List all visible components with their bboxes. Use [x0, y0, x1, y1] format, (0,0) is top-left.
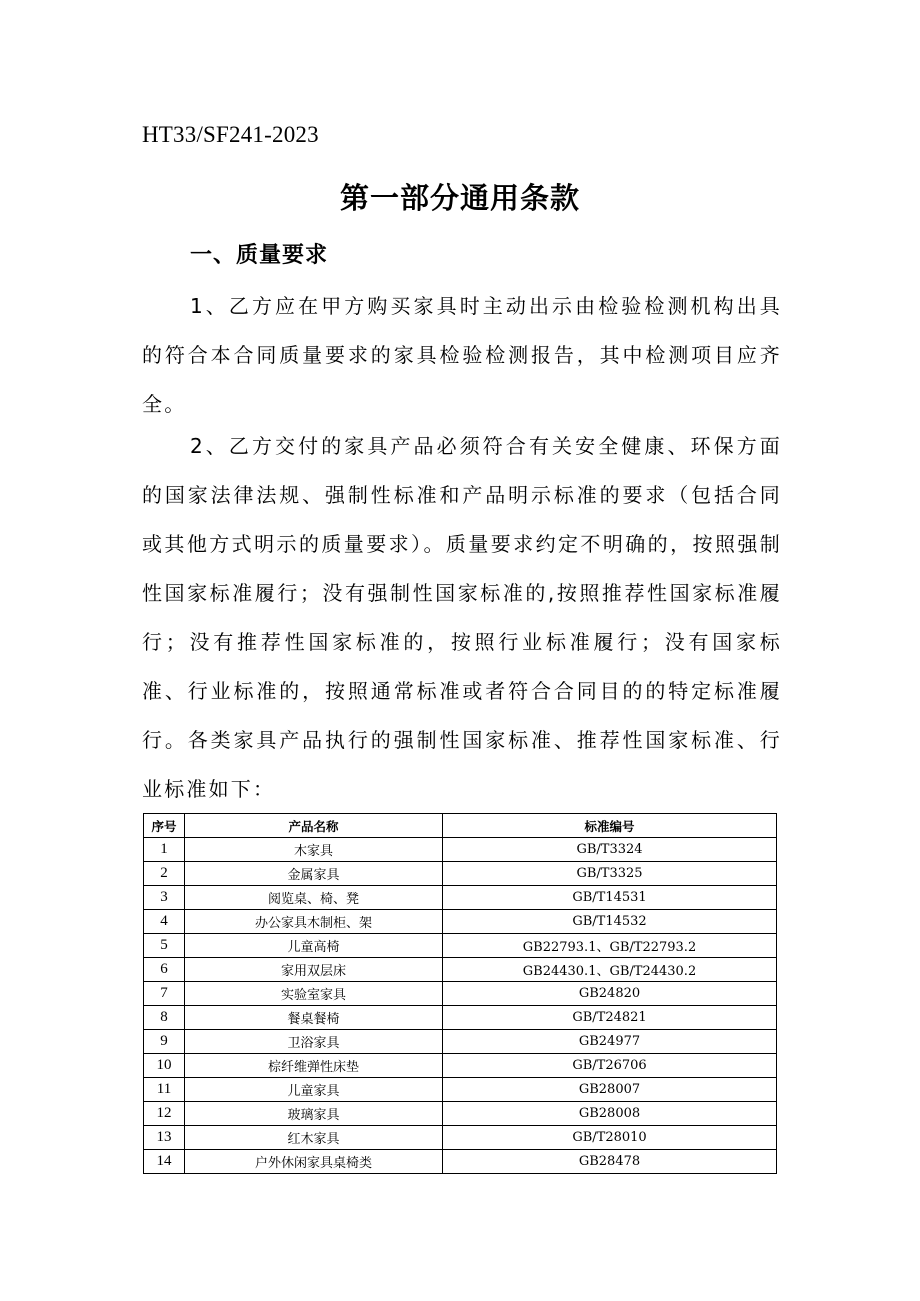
row-product-name: 办公家具木制柜、架	[185, 910, 443, 934]
row-standard-code: GB/T26706	[443, 1054, 777, 1078]
row-no: 14	[144, 1150, 185, 1174]
header-no: 序号	[144, 814, 185, 838]
table-row	[144, 886, 777, 910]
table-row	[144, 910, 777, 934]
row-no: 7	[144, 982, 185, 1006]
row-no: 13	[144, 1126, 185, 1150]
table-row	[144, 982, 777, 1006]
page-title: 第一部分通用条款	[339, 181, 580, 215]
row-product-name: 卫浴家具	[185, 1030, 443, 1054]
row-no: 1	[144, 838, 185, 862]
row-no: 5	[144, 934, 185, 958]
row-product-name: 儿童家具	[185, 1078, 443, 1102]
header-product-name: 产品名称	[185, 814, 443, 838]
row-standard-code: GB24430.1、GB/T24430.2	[443, 958, 777, 982]
table-row	[144, 1030, 777, 1054]
row-standard-code: GB/T3324	[443, 838, 777, 862]
document-code: HT33/SF241-2023	[142, 122, 319, 147]
row-product-name: 阅览桌、椅、凳	[185, 886, 443, 910]
row-product-name: 木家具	[185, 838, 443, 862]
row-product-name: 实验室家具	[185, 982, 443, 1006]
row-no: 4	[144, 910, 185, 934]
paragraph-quality-report: 1、乙方应在甲方购买家具时主动出示由检验检测机构出具的符合本合同质量要求的家具检验检测报告，其中检测项目应齐全。	[142, 294, 782, 416]
table-row	[144, 1006, 777, 1030]
row-no: 12	[144, 1102, 185, 1126]
row-standard-code: GB28478	[443, 1150, 777, 1174]
row-standard-code: GB/T14532	[443, 910, 777, 934]
table-header-row	[144, 814, 777, 838]
row-standard-code: GB28008	[443, 1102, 777, 1126]
table-row	[144, 1078, 777, 1102]
row-standard-code: GB24820	[443, 982, 777, 1006]
row-product-name: 儿童高椅	[185, 934, 443, 958]
row-no: 10	[144, 1054, 185, 1078]
table-row	[144, 838, 777, 862]
table-row	[144, 1054, 777, 1078]
section-heading-quality: 一、质量要求	[190, 243, 329, 268]
table-row	[144, 1126, 777, 1150]
row-no: 8	[144, 1006, 185, 1030]
row-product-name: 红木家具	[185, 1126, 443, 1150]
row-product-name: 棕纤维弹性床垫	[185, 1054, 443, 1078]
row-no: 3	[144, 886, 185, 910]
row-no: 11	[144, 1078, 185, 1102]
row-product-name: 金属家具	[185, 862, 443, 886]
row-product-name: 餐桌餐椅	[185, 1006, 443, 1030]
table-row	[144, 1102, 777, 1126]
paragraph-quality-standards: 2、乙方交付的家具产品必须符合有关安全健康、环保方面的国家法律法规、强制性标准和产品明示标准的要求（包括合同或其他方式明示的质量要求）。质量要求约定不明确的，按照强制性国家标准履行；没有强制性国家标准的,按照推荐性国家标准履行；没有推荐性国家标准的，按照行业标准履行；没有国家标准、行业标准的，按照通常标准或者符合合同目的的特定标准履行。各类家具产品执行的强制性国家标准、推荐性国家标准、行业标准如下：	[142, 434, 782, 801]
row-standard-code: GB/T24821	[443, 1006, 777, 1030]
row-standard-code: GB22793.1、GB/T22793.2	[443, 934, 777, 958]
table-row	[144, 934, 777, 958]
row-standard-code: GB28007	[443, 1078, 777, 1102]
row-no: 2	[144, 862, 185, 886]
table-row	[144, 958, 777, 982]
row-product-name: 家用双层床	[185, 958, 443, 982]
row-no: 6	[144, 958, 185, 982]
header-standard-code: 标准编号	[443, 814, 777, 838]
row-standard-code: GB/T3325	[443, 862, 777, 886]
row-standard-code: GB24977	[443, 1030, 777, 1054]
row-standard-code: GB/T28010	[443, 1126, 777, 1150]
table-row	[144, 862, 777, 886]
table-row	[144, 1150, 777, 1174]
row-product-name: 户外休闲家具桌椅类	[185, 1150, 443, 1174]
standards-table	[143, 813, 777, 1174]
row-product-name: 玻璃家具	[185, 1102, 443, 1126]
row-standard-code: GB/T14531	[443, 886, 777, 910]
row-no: 9	[144, 1030, 185, 1054]
